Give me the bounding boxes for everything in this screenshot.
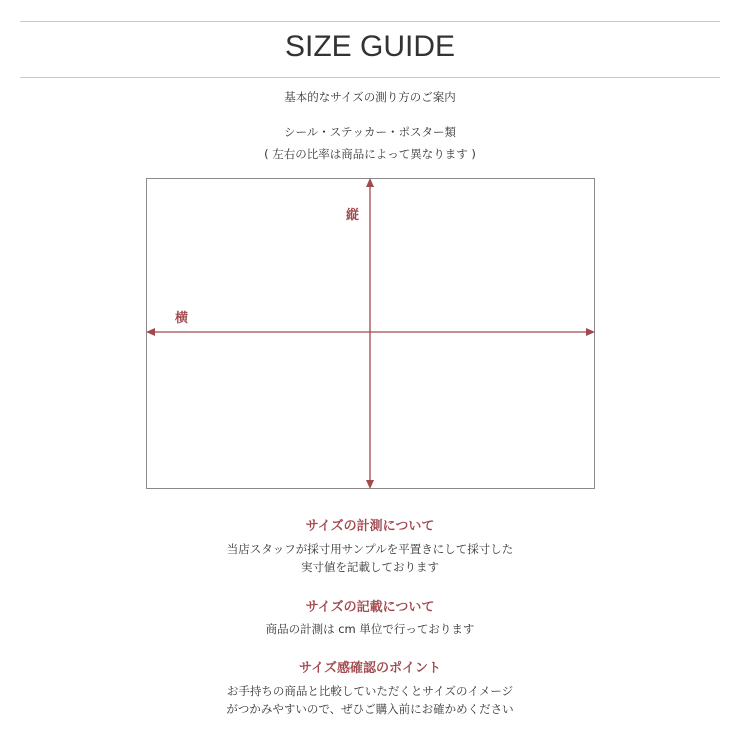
fit-check-text-line-1: お手持ちの商品と比較していただくとサイズのイメージ — [226, 684, 514, 698]
ratio-note: ( 左右の比率は商品によって異なります ) — [264, 147, 476, 161]
product-category: シール・ステッカー・ポスター類 — [283, 125, 457, 139]
page-subtitle: 基本的なサイズの測り方のご案内 — [284, 90, 456, 104]
horizontal-arrow-left-head — [146, 328, 155, 336]
notation-heading: サイズの記載について — [305, 600, 435, 615]
measurement-heading: サイズの計測について — [305, 519, 435, 534]
vertical-arrow-top-head — [366, 178, 374, 187]
vertical-label: 縦 — [346, 208, 360, 223]
measurement-text-line-2: 実寸値を記載しております — [301, 560, 439, 574]
page-title: SIZE GUIDE — [284, 30, 456, 63]
fit-check-heading: サイズ感確認のポイント — [299, 661, 441, 676]
horizontal-label: 横 — [175, 311, 189, 326]
vertical-arrow-bottom-head — [366, 480, 374, 489]
notation-text-line-1: 商品の計測は cm 単位で行っております — [265, 622, 475, 636]
fit-check-text-line-2: がつかみやすいので、ぜひご購入前にお確かめください — [226, 702, 514, 716]
horizontal-arrow-right-head — [586, 328, 595, 336]
measurement-text-line-1: 当店スタッフが採寸用サンプルを平置きにして採寸した — [226, 542, 514, 556]
